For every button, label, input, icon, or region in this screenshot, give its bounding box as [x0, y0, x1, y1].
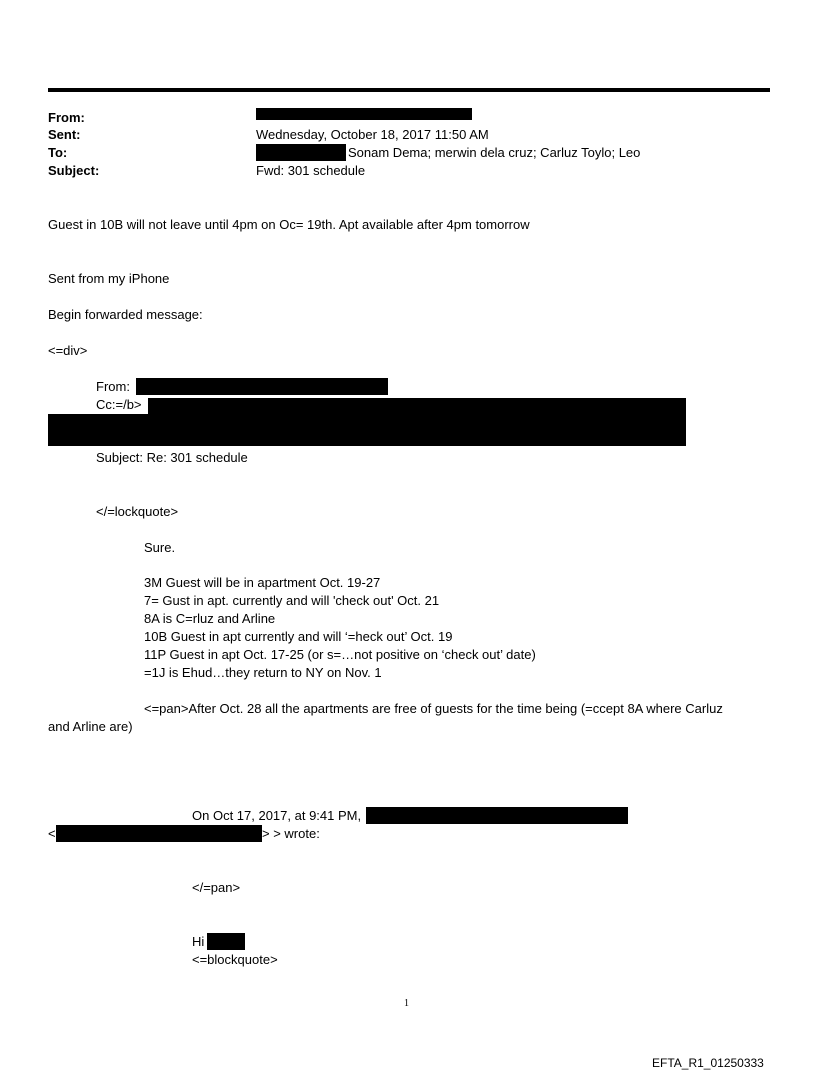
schedule-line: 7= Gust in apt. currently and will 'check out' Oct. 21	[144, 593, 440, 608]
redaction-fwd-from	[136, 378, 388, 395]
after-line-1: <=pan>After Oct. 28 all the apartments are free of guests for the time being (=ccept 8A where Carluz	[144, 701, 723, 716]
schedule-line: 10B Guest in apt currently and will ‘=heck out’ Oct. 19	[144, 629, 453, 644]
div-tag: <=div>	[48, 343, 88, 358]
sent-from-iphone: Sent from my iPhone	[48, 271, 170, 286]
lockquote-tag: </=lockquote>	[96, 504, 179, 519]
sent-value: Wednesday, October 18, 2017 11:50 AM	[256, 127, 489, 142]
redaction-to	[256, 144, 346, 161]
schedule-line: 8A is C=rluz and Arline	[144, 611, 276, 626]
header-rule	[48, 88, 770, 92]
document-id: EFTA_R1_01250333	[652, 1056, 764, 1070]
blockquote-tag: <=blockquote>	[192, 952, 278, 967]
body-line-1: Guest in 10B will not leave until 4pm on Oc= 19th. Apt available after 4pm tomorrow	[48, 217, 530, 232]
sure-text: Sure.	[144, 540, 176, 555]
schedule-line: 3M Guest will be in apartment Oct. 19-27	[144, 575, 381, 590]
redaction-name	[207, 933, 245, 950]
to-value: Sonam Dema; merwin dela cruz; Carluz Toylo; Leo	[348, 145, 641, 160]
fwd-cc-label: Cc:=/b>	[96, 397, 142, 412]
redaction-fwd-cc	[148, 398, 686, 446]
pan-close-tag: </=pan>	[192, 880, 241, 895]
fwd-from-label: From:	[96, 379, 130, 394]
page-number: 1	[404, 998, 409, 1009]
to-label: To:	[48, 145, 68, 160]
from-label: From:	[48, 110, 85, 125]
sent-label: Sent:	[48, 127, 81, 142]
subject-value: Fwd: 301 schedule	[256, 163, 366, 178]
redaction-sender	[366, 807, 628, 824]
after-line-2: and Arline are)	[48, 719, 133, 734]
hi-text: Hi	[192, 934, 205, 949]
wrote-text: > > wrote:	[262, 826, 320, 841]
subject-label: Subject:	[48, 163, 100, 178]
schedule-line: 11P Guest in apt Oct. 17-25 (or s=…not positive on ‘check out’ date)	[144, 647, 536, 662]
lt-sign: <	[48, 826, 56, 841]
on-date-line: On Oct 17, 2017, at 9:41 PM,	[192, 808, 362, 823]
redaction-fwd-cc-left	[48, 414, 150, 446]
redaction-sender-email	[56, 825, 262, 842]
schedule-line: =1J is Ehud…they return to NY on Nov. 1	[144, 665, 382, 680]
fwd-subject: Subject: Re: 301 schedule	[96, 450, 248, 465]
redaction-from	[256, 108, 472, 120]
begin-forwarded: Begin forwarded message:	[48, 307, 203, 322]
